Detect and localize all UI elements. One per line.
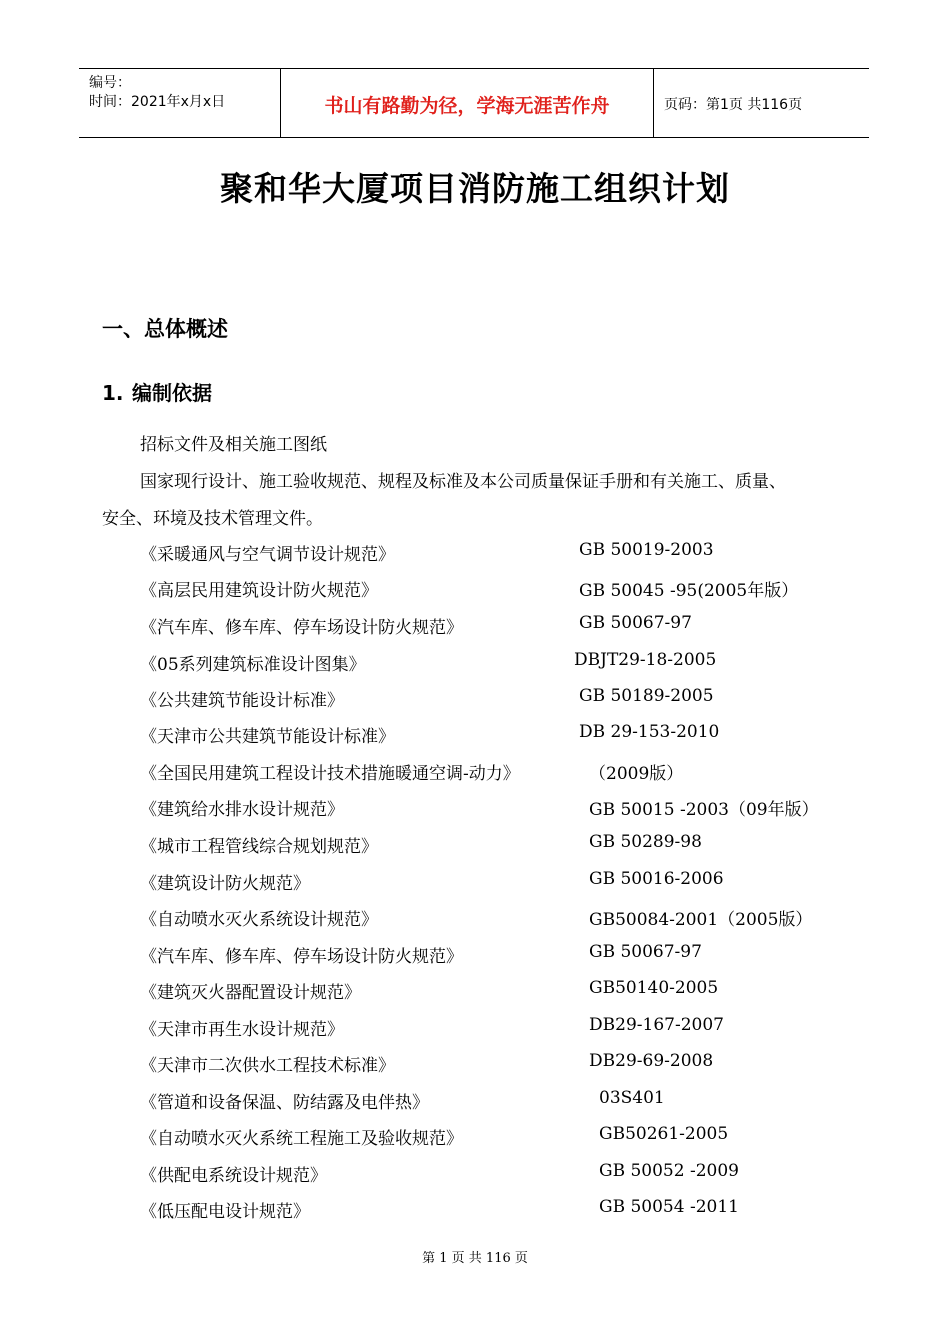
document-time-label: 时间：2021年x月x日 — [89, 94, 226, 110]
reference-name: 《高层民用建筑设计防火规范》 — [140, 581, 378, 601]
reference-code: GB 50067-97 — [589, 942, 702, 962]
reference-item — [0, 1088, 950, 1118]
header-page-cell — [654, 69, 869, 137]
intro-line-1: 招标文件及相关施工图纸 — [140, 435, 327, 455]
intro-line-2: 国家现行设计、施工验收规范、规程及标准及本公司质量保证手册和有关施工、质量、 — [140, 472, 786, 492]
section-heading: 一、总体概述 — [102, 317, 228, 341]
reference-name: 《采暖通风与空气调节设计规范》 — [140, 545, 395, 565]
reference-item — [0, 832, 950, 862]
header-page-info: 页码：第1页 共116页 — [664, 97, 803, 113]
reference-item — [0, 1124, 950, 1154]
reference-item — [0, 613, 950, 643]
header-table — [79, 68, 869, 138]
reference-name: 《天津市再生水设计规范》 — [140, 1020, 344, 1040]
reference-item — [0, 576, 950, 606]
reference-item — [0, 722, 950, 752]
reference-code: GB 50016-2006 — [589, 869, 724, 889]
reference-name: 《管道和设备保温、防结露及电伴热》 — [140, 1093, 429, 1113]
document-number-label: 编号： — [89, 75, 131, 91]
reference-item — [0, 942, 950, 972]
reference-code: GB 50189-2005 — [579, 686, 714, 706]
reference-name: 《汽车库、修车库、停车场设计防火规范》 — [140, 618, 463, 638]
reference-name: 《城市工程管线综合规划规范》 — [140, 837, 378, 857]
header-motto: 书山有路勤为径，学海无涯苦作舟 — [324, 95, 610, 117]
reference-name: 《05系列建筑标准设计图集》 — [140, 655, 366, 675]
reference-item — [0, 1161, 950, 1191]
reference-code: （2009版） — [589, 764, 684, 784]
header-meta-cell — [79, 69, 281, 137]
reference-code: GB 50045 -95(2005年版） — [579, 581, 799, 601]
reference-name: 《汽车库、修车库、停车场设计防火规范》 — [140, 947, 463, 967]
reference-code: DB29-167-2007 — [589, 1015, 724, 1035]
reference-code: GB50084-2001（2005版） — [589, 910, 813, 930]
reference-name: 《自动喷水灭火系统工程施工及验收规范》 — [140, 1129, 463, 1149]
reference-name: 《天津市二次供水工程技术标准》 — [140, 1056, 395, 1076]
reference-name: 《建筑设计防火规范》 — [140, 874, 310, 894]
reference-code: DB 29-153-2010 — [579, 722, 720, 742]
reference-code: GB 50067-97 — [579, 613, 692, 633]
reference-name: 《供配电系统设计规范》 — [140, 1166, 327, 1186]
reference-code: DBJT29-18-2005 — [574, 650, 717, 670]
reference-item — [0, 1015, 950, 1045]
reference-item — [0, 795, 950, 825]
document-title: 聚和华大厦项目消防施工组织计划 — [220, 169, 730, 208]
header-motto-cell — [281, 69, 654, 137]
intro-line-3: 安全、环境及技术管理文件。 — [102, 509, 323, 529]
reference-name: 《建筑灭火器配置设计规范》 — [140, 983, 361, 1003]
reference-name: 《天津市公共建筑节能设计标准》 — [140, 727, 395, 747]
reference-item — [0, 540, 950, 570]
reference-item — [0, 905, 950, 935]
reference-code: GB 50052 -2009 — [599, 1161, 739, 1181]
reference-name: 《低压配电设计规范》 — [140, 1202, 310, 1222]
reference-code: 03S401 — [599, 1088, 665, 1108]
page-footer: 第 1 页 共 116 页 — [422, 1251, 528, 1266]
reference-name: 《建筑给水排水设计规范》 — [140, 800, 344, 820]
reference-item — [0, 1197, 950, 1227]
reference-name: 《全国民用建筑工程设计技术措施暖通空调-动力》 — [140, 764, 520, 784]
reference-code: GB 50054 -2011 — [599, 1197, 739, 1217]
subsection-heading — [102, 377, 212, 406]
reference-item — [0, 869, 950, 899]
reference-code: GB 50289-98 — [589, 832, 702, 852]
subsection-number: 1. — [102, 381, 124, 405]
reference-name: 《自动喷水灭火系统设计规范》 — [140, 910, 378, 930]
reference-code: GB50140-2005 — [589, 978, 719, 998]
reference-item — [0, 1051, 950, 1081]
reference-item — [0, 759, 950, 789]
reference-code: GB 50019-2003 — [579, 540, 714, 560]
reference-item — [0, 650, 950, 680]
reference-code: DB29-69-2008 — [589, 1051, 714, 1071]
reference-code: GB50261-2005 — [599, 1124, 729, 1144]
reference-code: GB 50015 -2003（09年版） — [589, 800, 819, 820]
reference-item — [0, 686, 950, 716]
reference-item — [0, 978, 950, 1008]
subsection-title: 编制依据 — [132, 381, 212, 405]
reference-name: 《公共建筑节能设计标准》 — [140, 691, 344, 711]
